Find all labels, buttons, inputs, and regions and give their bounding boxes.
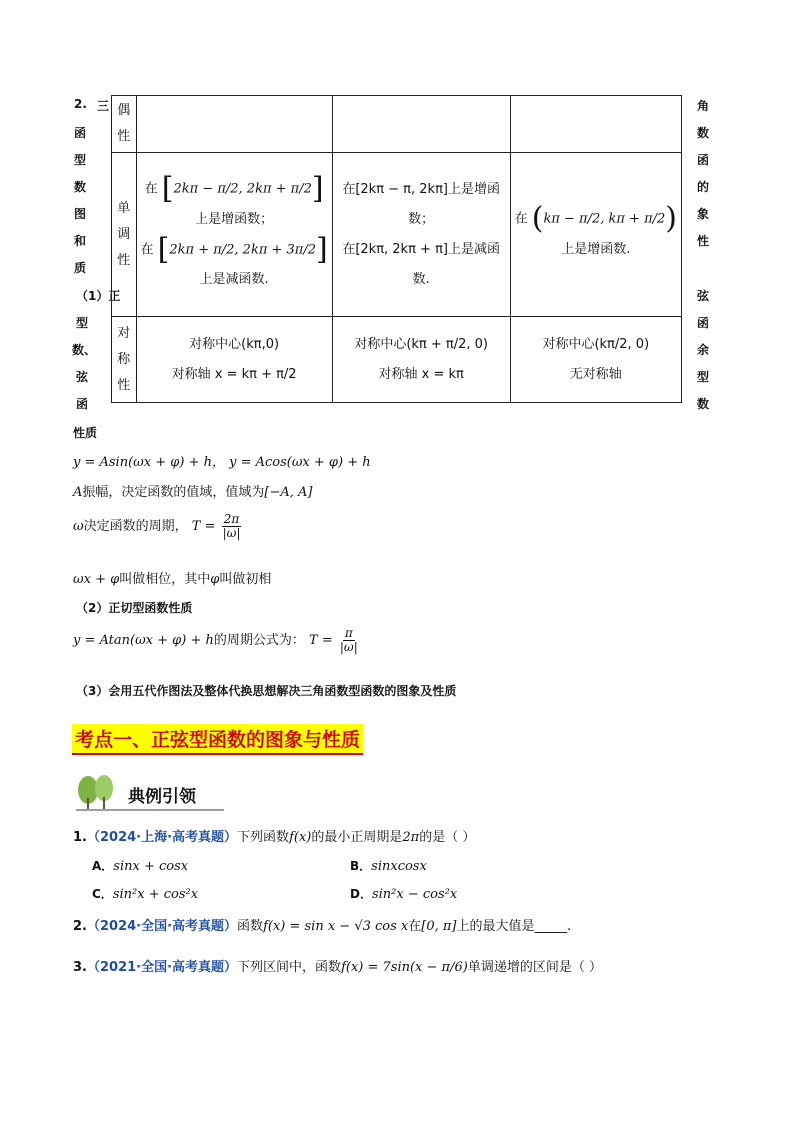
option-letter: A． (92, 859, 114, 873)
question-source: （2021·全国·高考真题） (86, 960, 238, 975)
header-char: 单 (117, 200, 131, 216)
cell-tan-monotonic (510, 153, 681, 317)
period-num: 2π (223, 512, 240, 526)
option-letter: D． (350, 887, 372, 901)
left-column-2-char: 数、 (72, 343, 97, 357)
tan-num: π (344, 626, 353, 640)
question-number: 1. (73, 830, 87, 845)
left-column-char: 和 (73, 234, 86, 248)
tan-text: 的周期公式为： (213, 633, 305, 649)
amp-symbol: A (73, 485, 83, 500)
right-column-char: 数 (696, 126, 709, 140)
amp-range: [−A, A] (264, 485, 313, 500)
question-text: 下列区间中，函数 (237, 960, 342, 975)
cell-cos-monotonic (332, 153, 510, 317)
section-title: 考点一、正弦型函数的图象与性质 (72, 724, 363, 755)
question-number: 3. (73, 960, 87, 975)
tan-axis: 无对称轴 (569, 366, 622, 382)
cell-sin-symmetry (136, 317, 332, 403)
tan-fraction (338, 627, 360, 654)
left-column-char: 三 (96, 99, 109, 113)
tan-inc-text: 上是增函数. (561, 241, 631, 257)
right-column-char: 性 (696, 234, 709, 248)
label-in: 在 (514, 211, 528, 227)
row-header-parity (112, 96, 137, 153)
method-heading: （3）会用五代作图法及整体代换思想解决三角函数型函数的图象及性质 (76, 684, 457, 698)
left-column-char: 图 (73, 207, 86, 221)
option-b[interactable] (350, 857, 427, 874)
sin-dec-text: 上是减函数. (199, 272, 269, 287)
cell-tan-parity (510, 96, 681, 153)
option-d[interactable] (350, 885, 457, 902)
option-expr: sin²x + cos²x (112, 887, 199, 902)
left-prefix: 2. (74, 97, 87, 111)
header-char: 对 (117, 325, 131, 341)
tan-formula: y = Atan(ωx + φ) + h (73, 633, 214, 649)
left-column-2-char: 型 (76, 316, 89, 330)
label-in: 在 (144, 181, 158, 197)
phase-tail: 叫做初相 (219, 572, 272, 587)
option-letter: B． (350, 859, 372, 873)
question-1 (73, 826, 475, 845)
table-row-parity (112, 96, 682, 153)
option-expr: sinx + cosx (113, 859, 189, 874)
cos-inc-line: 在[2kπ − π, 2kπ]上是增函 (342, 181, 500, 197)
header-char: 称 (117, 351, 131, 367)
header-char: 性 (117, 252, 131, 268)
header-char: 偶 (117, 103, 131, 118)
cos-axis: 对称轴 x = kπ (378, 366, 464, 382)
cos-dec-line: 在[2kπ, 2kπ + π]上是减函 (342, 241, 500, 257)
tan-den: |ω| (339, 640, 358, 655)
left-column-char: 质 (73, 261, 86, 275)
question-source: （2024·全国·高考真题） (86, 919, 238, 934)
question-text: 单调递增的区间是（ ） (467, 960, 602, 975)
tan-center: 对称中心(kπ/2, 0) (542, 336, 650, 352)
sin-dec-line (140, 231, 328, 267)
sin-dec-interval: 2kπ + π/2, 2kπ + 3π/2 (169, 242, 316, 257)
paren-close: ) (665, 201, 677, 237)
period-text: 决定函数的周期， (83, 519, 188, 535)
period-lhs: T = (191, 519, 216, 535)
sin-inc-text: 上是增函数； (195, 211, 274, 227)
amplitude-line (73, 481, 312, 500)
right-column-char: 的 (696, 180, 709, 194)
cell-cos-parity (332, 96, 510, 153)
bracket-close: ] (316, 231, 328, 267)
amp-text: 振幅，决定函数的值域，值域为 (82, 485, 265, 500)
question-text: 在 (408, 919, 422, 934)
formula-sin-cos: y = Asin(ωx + φ) + h， y = Acos(ωx + φ) + h (73, 455, 371, 470)
question-3 (73, 956, 602, 975)
option-c[interactable] (92, 885, 198, 902)
question-math: [0, π] (421, 919, 457, 934)
bracket-open: [ (157, 231, 170, 267)
sin-inc-line (141, 171, 328, 206)
question-source: （2024·上海·高考真题） (86, 830, 238, 845)
left-column-2-char: 弦 (76, 370, 89, 384)
cell-tan-symmetry (510, 317, 681, 403)
label-in: 在 (140, 242, 154, 257)
option-a[interactable] (92, 857, 188, 874)
question-text: 函数 (237, 919, 264, 934)
tan-heading: （2）正切型函数性质 (76, 601, 193, 615)
period-line (73, 513, 243, 540)
question-math: 2π (402, 830, 420, 845)
option-expr: sinxcosx (371, 859, 427, 874)
phi-symbol: φ (210, 572, 220, 587)
cos-center: 对称中心(kπ + π/2, 0) (354, 336, 488, 352)
phase-expr: ωx + φ (73, 572, 120, 587)
sin-center: 对称中心(kπ,0) (189, 336, 280, 352)
sin-axis: 对称轴 x = kπ + π/2 (171, 366, 297, 382)
property-table (111, 95, 682, 403)
left-tail: 性质 (73, 426, 98, 440)
left-column-char: 型 (73, 153, 86, 167)
bracket-open: [ (161, 171, 174, 206)
question-math: f(x) = sin x − √3 cos x (263, 919, 409, 934)
left-column-char: 数 (73, 180, 86, 194)
header-char: 性 (117, 377, 131, 393)
question-text: 的最小正周期是 (311, 830, 403, 845)
left-column-char: 函 (73, 126, 86, 140)
cos-dec-tail: 数. (412, 271, 430, 287)
right-column-char: 弦 (696, 289, 709, 303)
right-column-char: 角 (696, 99, 709, 113)
right-column-char: 函 (696, 153, 709, 167)
period-fraction (221, 513, 243, 540)
option-expr: sin²x − cos²x (371, 887, 458, 902)
question-number: 2. (73, 919, 87, 934)
right-column-char: 余 (696, 343, 709, 357)
tan-inc-line (514, 201, 677, 237)
question-2 (73, 915, 571, 934)
row-header-monotonic (112, 153, 137, 317)
tan-period-line (73, 627, 361, 654)
right-column-char: 象 (696, 207, 709, 221)
period-den: |ω| (222, 526, 241, 541)
sin-inc-interval: 2kπ − π/2, 2kπ + π/2 (173, 181, 312, 197)
phase-line (73, 568, 271, 587)
question-math: f(x) (289, 830, 312, 845)
left-column-2-char: 函 (76, 397, 89, 411)
example-header-label: 典例引领 (128, 787, 196, 807)
question-text: 上的最大值是_____. (456, 919, 572, 934)
example-header (76, 772, 226, 814)
phase-text: 叫做相位，其中 (119, 572, 211, 587)
row-header-symmetry (112, 317, 137, 403)
tan-lhs: T = (309, 633, 333, 649)
left-sub1: （1）正 (76, 289, 121, 303)
right-column-char: 型 (696, 370, 709, 384)
cell-cos-symmetry (332, 317, 510, 403)
table-row-monotonic (112, 153, 682, 317)
right-column-char: 数 (696, 397, 709, 411)
omega-symbol: ω (73, 519, 84, 535)
table-row-symmetry (112, 317, 682, 403)
header-char: 性 (117, 129, 131, 144)
question-math: f(x) = 7sin(x − π/6) (341, 960, 468, 975)
cell-sin-parity (136, 96, 332, 153)
right-column-char: 函 (696, 316, 709, 330)
cos-inc-tail: 数； (408, 211, 435, 227)
bracket-close: ] (311, 171, 324, 206)
paren-open: ( (531, 201, 544, 237)
header-char: 调 (117, 226, 131, 242)
question-text: 下列函数 (237, 830, 290, 845)
question-text: 的是（ ） (419, 830, 476, 845)
tan-inc-interval: kπ − π/2, kπ + π/2 (543, 211, 666, 227)
cell-sin-monotonic (136, 153, 332, 317)
option-letter: C． (92, 887, 113, 901)
